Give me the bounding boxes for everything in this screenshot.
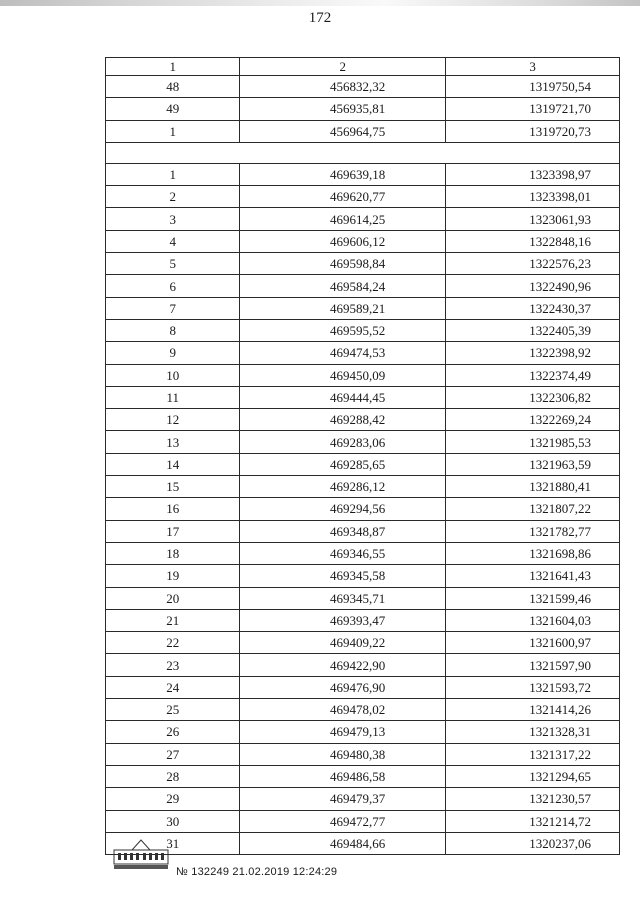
x-coordinate-cell: 2 (240, 58, 446, 76)
table-row (106, 743, 620, 765)
x-coordinate-cell: 469444,45 (240, 386, 446, 408)
point-number-cell: 49 (106, 98, 240, 120)
y-coordinate-cell: 1321599,46 (446, 587, 620, 609)
table-row (106, 453, 620, 475)
point-number-cell: 30 (106, 810, 240, 832)
x-coordinate-cell: 469479,13 (240, 721, 446, 743)
x-coordinate-cell: 469345,71 (240, 587, 446, 609)
x-coordinate-cell: 469450,09 (240, 364, 446, 386)
table-row (106, 699, 620, 721)
point-number-cell: 7 (106, 297, 240, 319)
point-number-cell: 5 (106, 253, 240, 275)
table-row (106, 498, 620, 520)
point-number-cell: 3 (106, 208, 240, 230)
x-coordinate-cell: 469480,38 (240, 743, 446, 765)
x-coordinate-cell: 469288,42 (240, 409, 446, 431)
y-coordinate-cell: 1321600,97 (446, 632, 620, 654)
y-coordinate-cell: 1321597,90 (446, 654, 620, 676)
point-number-cell: 23 (106, 654, 240, 676)
table-row (106, 565, 620, 587)
y-coordinate-cell: 1319720,73 (446, 120, 620, 142)
x-coordinate-cell: 469589,21 (240, 297, 446, 319)
point-number-cell: 28 (106, 765, 240, 787)
point-number-cell: 17 (106, 520, 240, 542)
point-number-cell: 2 (106, 186, 240, 208)
x-coordinate-cell: 469606,12 (240, 230, 446, 252)
table-row (106, 654, 620, 676)
y-coordinate-cell: 1322848,16 (446, 230, 620, 252)
point-number-cell: 12 (106, 409, 240, 431)
x-coordinate-cell: 469484,66 (240, 832, 446, 854)
x-coordinate-cell: 469474,53 (240, 342, 446, 364)
point-number-cell: 1 (106, 58, 240, 76)
y-coordinate-cell: 1320237,06 (446, 832, 620, 854)
x-coordinate-cell: 469639,18 (240, 163, 446, 185)
point-number-cell: 48 (106, 76, 240, 98)
point-number-cell: 15 (106, 476, 240, 498)
y-coordinate-cell: 1321641,43 (446, 565, 620, 587)
y-coordinate-cell: 3 (446, 58, 620, 76)
x-coordinate-cell: 469478,02 (240, 699, 446, 721)
x-coordinate-cell: 469598,84 (240, 253, 446, 275)
point-number-cell: 29 (106, 788, 240, 810)
y-coordinate-cell: 1321328,31 (446, 721, 620, 743)
table-row (106, 632, 620, 654)
page-number: 172 (308, 10, 332, 26)
table-header-row (106, 58, 620, 76)
y-coordinate-cell: 1321604,03 (446, 609, 620, 631)
table-row (106, 120, 620, 142)
x-coordinate-cell: 469286,12 (240, 476, 446, 498)
x-coordinate-cell: 469620,77 (240, 186, 446, 208)
table-row (106, 788, 620, 810)
point-number-cell: 11 (106, 386, 240, 408)
table-row (106, 431, 620, 453)
coordinates-table (105, 57, 620, 855)
x-coordinate-cell: 469283,06 (240, 431, 446, 453)
y-coordinate-cell: 1322430,37 (446, 297, 620, 319)
point-number-cell: 9 (106, 342, 240, 364)
point-number-cell: 27 (106, 743, 240, 765)
y-coordinate-cell: 1321985,53 (446, 431, 620, 453)
y-coordinate-cell: 1321230,57 (446, 788, 620, 810)
table-row (106, 765, 620, 787)
x-coordinate-cell: 469479,37 (240, 788, 446, 810)
x-coordinate-cell: 469422,90 (240, 654, 446, 676)
table-row (106, 676, 620, 698)
point-number-cell: 4 (106, 230, 240, 252)
y-coordinate-cell: 1321214,72 (446, 810, 620, 832)
table-row (106, 832, 620, 854)
table-row (106, 476, 620, 498)
point-number-cell: 20 (106, 587, 240, 609)
table-row (106, 186, 620, 208)
table-row (106, 810, 620, 832)
table-row (106, 520, 620, 542)
table-row (106, 253, 620, 275)
point-number-cell: 25 (106, 699, 240, 721)
y-coordinate-cell: 1322269,24 (446, 409, 620, 431)
x-coordinate-cell: 469285,65 (240, 453, 446, 475)
point-number-cell: 1 (106, 163, 240, 185)
table-row (106, 542, 620, 564)
point-number-cell: 14 (106, 453, 240, 475)
x-coordinate-cell: 469486,58 (240, 765, 446, 787)
y-coordinate-cell: 1322398,92 (446, 342, 620, 364)
document-reference: № 132249 21.02.2019 12:24:29 (176, 866, 338, 878)
y-coordinate-cell: 1322374,49 (446, 364, 620, 386)
y-coordinate-cell: 1323398,01 (446, 186, 620, 208)
point-number-cell: 18 (106, 542, 240, 564)
x-coordinate-cell: 469348,87 (240, 520, 446, 542)
section-separator-row (106, 142, 620, 163)
point-number-cell: 10 (106, 364, 240, 386)
y-coordinate-cell: 1321782,77 (446, 520, 620, 542)
x-coordinate-cell: 469595,52 (240, 319, 446, 341)
y-coordinate-cell: 1321880,41 (446, 476, 620, 498)
table-row (106, 230, 620, 252)
table-row (106, 587, 620, 609)
x-coordinate-cell: 469409,22 (240, 632, 446, 654)
table-row (106, 609, 620, 631)
y-coordinate-cell: 1322405,39 (446, 319, 620, 341)
point-number-cell: 16 (106, 498, 240, 520)
y-coordinate-cell: 1319721,70 (446, 98, 620, 120)
table-row (106, 163, 620, 185)
point-number-cell: 19 (106, 565, 240, 587)
table-row (106, 98, 620, 120)
x-coordinate-cell: 469393,47 (240, 609, 446, 631)
y-coordinate-cell: 1321317,22 (446, 743, 620, 765)
x-coordinate-cell: 469472,77 (240, 810, 446, 832)
x-coordinate-cell: 456935,81 (240, 98, 446, 120)
x-coordinate-cell: 469614,25 (240, 208, 446, 230)
point-number-cell: 13 (106, 431, 240, 453)
point-number-cell: 31 (106, 832, 240, 854)
y-coordinate-cell: 1321698,86 (446, 542, 620, 564)
table-row (106, 721, 620, 743)
y-coordinate-cell: 1319750,54 (446, 76, 620, 98)
x-coordinate-cell: 469346,55 (240, 542, 446, 564)
table-row (106, 297, 620, 319)
table-row (106, 342, 620, 364)
y-coordinate-cell: 1321294,65 (446, 765, 620, 787)
x-coordinate-cell: 469584,24 (240, 275, 446, 297)
point-number-cell: 21 (106, 609, 240, 631)
separator-cell (106, 142, 620, 163)
y-coordinate-cell: 1322490,96 (446, 275, 620, 297)
point-number-cell: 22 (106, 632, 240, 654)
x-coordinate-cell: 469476,90 (240, 676, 446, 698)
point-number-cell: 26 (106, 721, 240, 743)
table-row (106, 208, 620, 230)
x-coordinate-cell: 469345,58 (240, 565, 446, 587)
point-number-cell: 8 (106, 319, 240, 341)
y-coordinate-cell: 1321807,22 (446, 498, 620, 520)
y-coordinate-cell: 1321963,59 (446, 453, 620, 475)
point-number-cell: 1 (106, 120, 240, 142)
table-row (106, 275, 620, 297)
table-row (106, 364, 620, 386)
scan-edge-shadow (0, 0, 640, 6)
y-coordinate-cell: 1322306,82 (446, 386, 620, 408)
table-row (106, 386, 620, 408)
x-coordinate-cell: 456832,32 (240, 76, 446, 98)
y-coordinate-cell: 1321593,72 (446, 676, 620, 698)
y-coordinate-cell: 1323398,97 (446, 163, 620, 185)
y-coordinate-cell: 1323061,93 (446, 208, 620, 230)
x-coordinate-cell: 456964,75 (240, 120, 446, 142)
x-coordinate-cell: 469294,56 (240, 498, 446, 520)
point-number-cell: 24 (106, 676, 240, 698)
table-row (106, 319, 620, 341)
building-seal-icon (110, 838, 172, 872)
table-row (106, 409, 620, 431)
y-coordinate-cell: 1321414,26 (446, 699, 620, 721)
table-row (106, 76, 620, 98)
y-coordinate-cell: 1322576,23 (446, 253, 620, 275)
point-number-cell: 6 (106, 275, 240, 297)
